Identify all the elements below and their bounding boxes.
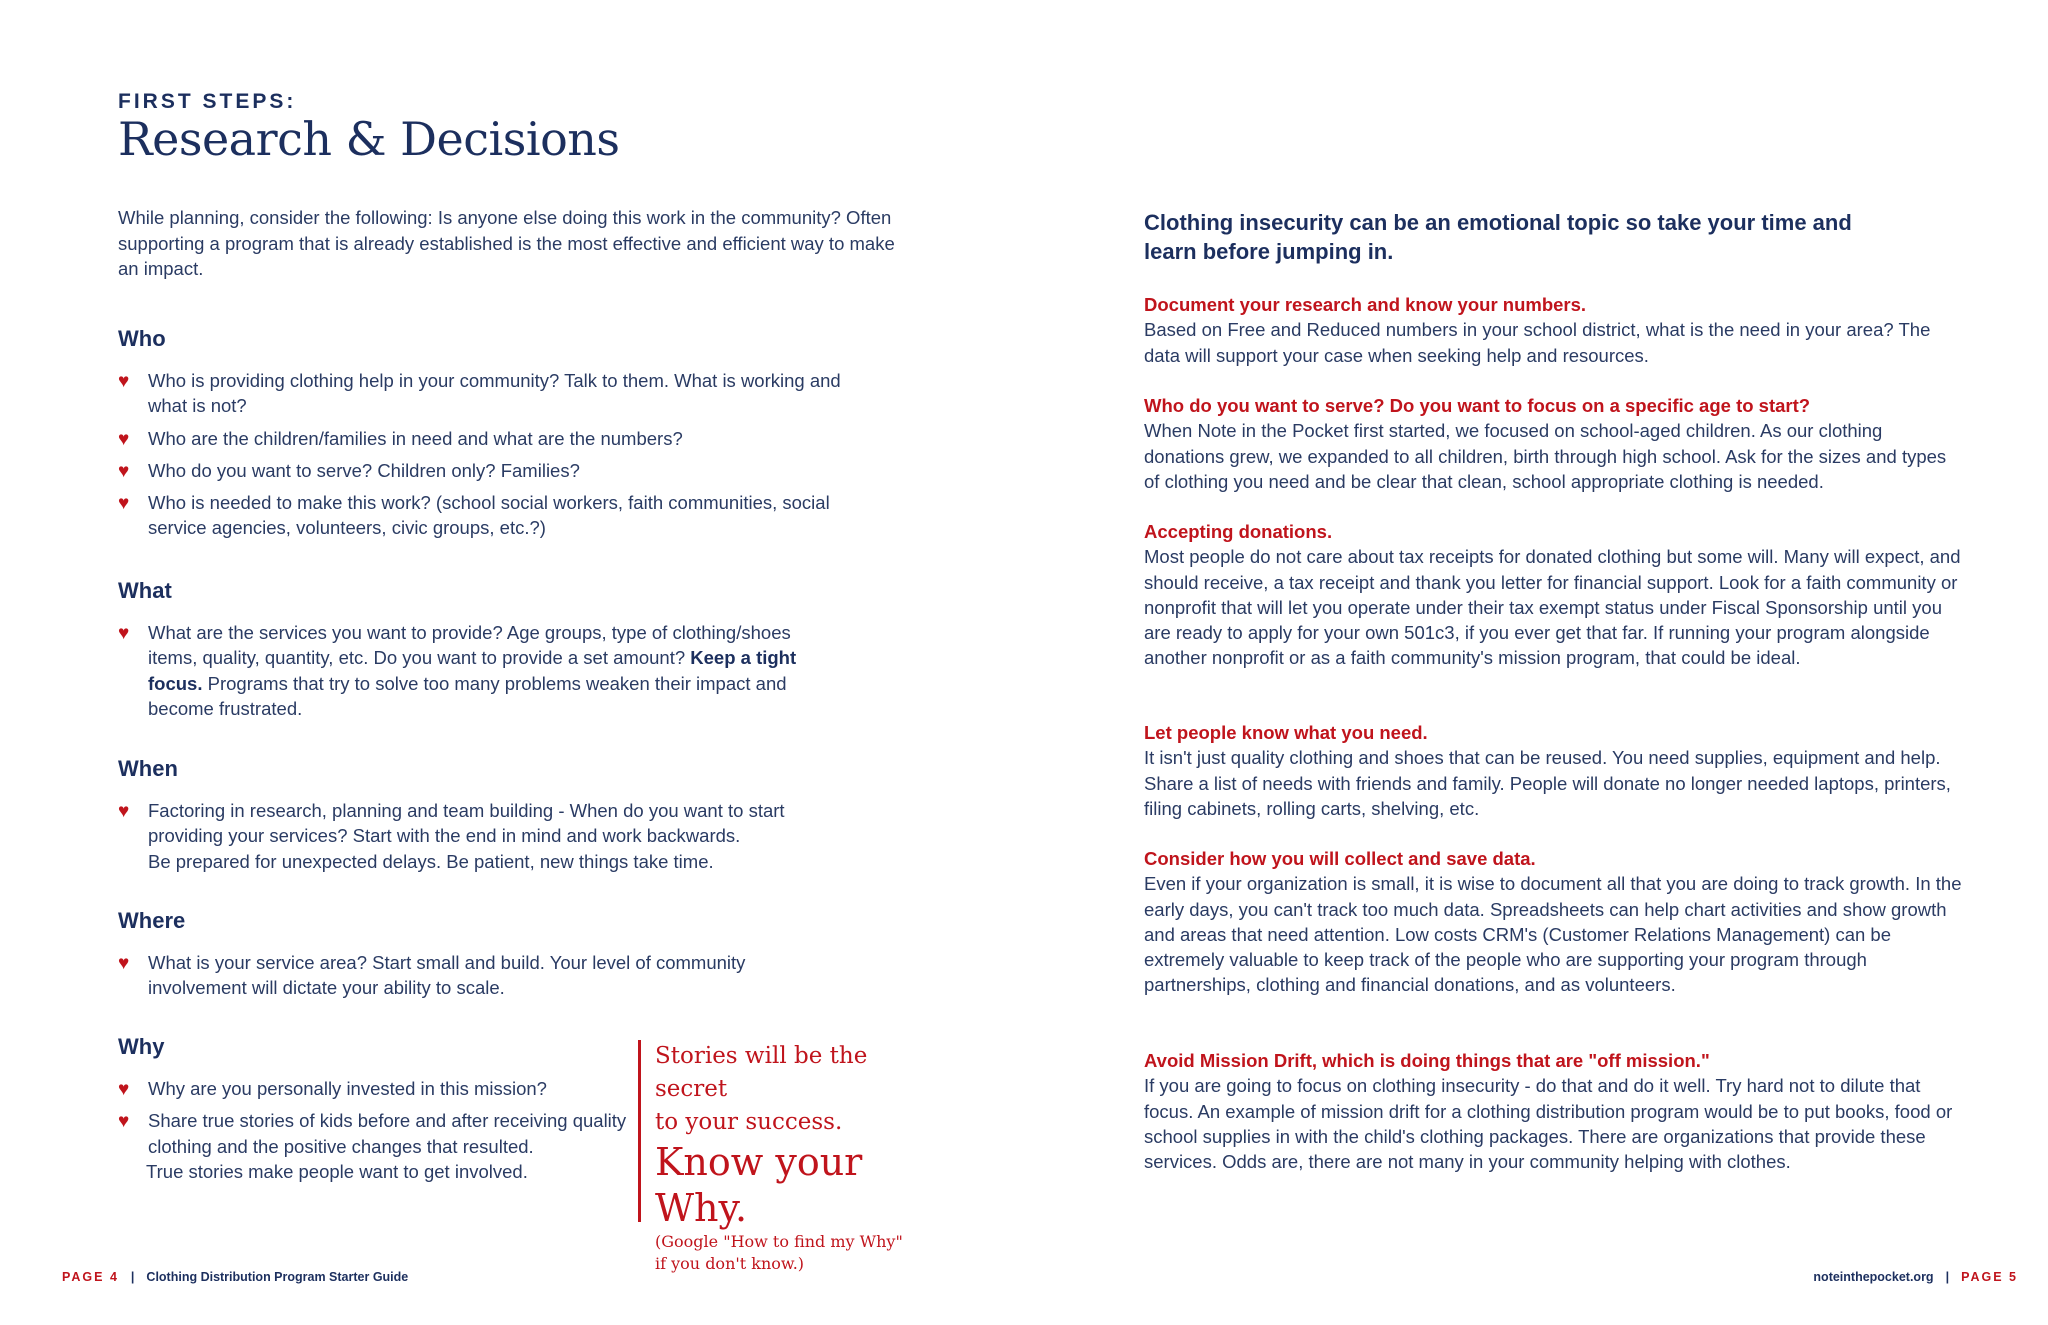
lead-statement: Clothing insecurity can be an emotional topic so take your time and learn before jumping in. (1144, 210, 1852, 264)
heart-icon: ♥ (118, 428, 130, 450)
block-donations: Accepting donations. Most people do not care about tax receipts for donated clothing but some will. Many will expect, and should receive, a tax receipt and thank you letter for financial support. Look for a faith community or nonprofit that will let you operate under their tax exempt status under Fiscal Sponsorship until you are ready to apply for your own 501c3, if you ever get that far. If running your program alongside another nonprofit or as a faith community's mission program, that could be ideal. (1144, 521, 1961, 669)
list-item: ♥ Who do you want to serve? Children only? Families? (118, 458, 858, 483)
list-item: ♥ Share true stories of kids before and after receiving quality clothing and the positive changes that resulted. (118, 1110, 627, 1157)
footer-left: PAGE 4 | Clothing Distribution Program Starter Guide (62, 1270, 409, 1284)
heart-icon: ♥ (118, 801, 130, 822)
footer-right: noteinthepocket.org | PAGE 5 (1813, 1270, 2018, 1284)
block-who-serve: Who do you want to serve? Do you want to focus on a specific age to start? When Note in the Pocket first started, we focused on school-aged children. As our clothing donations grew, we expanded to all children, birth through high school. Ask for the sizes and types of clothing you need and be clear that clean, school appropriate clothing is needed. (1144, 395, 1947, 492)
list-item: ♥ Factoring in research, planning and team building - When do you want to start providing your services? Start with the end in mind and work backwards. Be prepared for unexpected delays. Be patient, new things take time. (118, 800, 785, 872)
list-item: ♥ What is your service area? Start small and build. Your level of community involvement will dictate your ability to scale. (118, 952, 746, 999)
heart-icon: ♥ (118, 1079, 130, 1100)
list-item: ♥ Who are the children/families in need and what are the numbers? (118, 426, 858, 451)
intro-paragraph: While planning, consider the following: Is anyone else doing this work in the community? Often supporting a program that is already established is the most effective and efficient way to make an impact. (118, 207, 895, 279)
list-item: ♥ Who is providing clothing help in your community? Talk to them. What is working and what is not? (118, 370, 841, 417)
heart-icon: ♥ (118, 953, 130, 974)
list-item: ♥ Why are you personally invested in this mission? (118, 1076, 628, 1101)
heart-icon: ♥ (118, 371, 130, 392)
where-list (118, 950, 808, 1008)
heading-who: Who (118, 326, 166, 351)
block-needs: Let people know what you need. It isn't just quality clothing and shoes that can be reused. You need supplies, equipment and help. Share a list of needs with friends and family. People will donate no longer needed laptops, printers, filing cabinets, rolling carts, shelving, etc. (1144, 722, 1951, 819)
when-list (118, 798, 848, 881)
heart-icon: ♥ (118, 1111, 130, 1133)
block-mission-drift: Avoid Mission Drift, which is doing things that are "off mission." If you are going to focus on clothing insecurity - do that and do it well. Try hard not to dilute that focus. An example of mission drift for a clothing distribution program would be to put books, food or school supplies in with the child's clothing packages. There are organizations that provide these services. Odds are, there are not many in your community helping with clothes. (1144, 1050, 1953, 1173)
block-data: Consider how you will collect and save data. Even if your organization is small, it is wise to document all that you are doing to track growth. In the early days, you can't track too much data. Spreadsheets can help chart activities and show growth and areas that need attention. Low costs CRM's (Customer Relations Management) can be extremely valuable to keep track of the people who are supporting your program through partnerships, clothing and financial donations, and as volunteers. (1144, 848, 1962, 996)
site-link[interactable]: noteinthepocket.org (1813, 1270, 1934, 1284)
heart-icon: ♥ (118, 493, 130, 515)
heart-icon: ♥ (118, 623, 130, 644)
heart-icon: ♥ (118, 460, 130, 482)
list-item: ♥ Who is needed to make this work? (school social workers, faith communities, social service agencies, volunteers, civic groups, etc.?) (118, 492, 830, 539)
heading-where: Where (118, 908, 186, 933)
eyebrow: FIRST STEPS: (118, 90, 297, 113)
block-research: Document your research and know your numbers. Based on Free and Reduced numbers in your school district, what is the need in your area? The data will support your case when seeking help and resources. (1144, 294, 1931, 366)
why-list (118, 1076, 628, 1191)
know-your-why-callout: Stories will be the secret to your success. Know your Why. (Google "How to find my Why" if you don't know.) (638, 1040, 928, 1222)
right-page (1024, 0, 2048, 1325)
what-list (118, 620, 838, 728)
heading-when: When (118, 756, 178, 781)
who-list (118, 368, 858, 548)
heading-why: Why (118, 1034, 165, 1059)
heading-what: What (118, 578, 172, 603)
list-item: ♥ What are the services you want to provide? Age groups, type of clothing/shoes items, quality, quantity, etc. Do you want to provide a set amount? Keep a tight focus. Programs that try to solve too many problems weaken their impact and become frustrated. (118, 622, 797, 719)
list-item: True stories make people want to get involved. (146, 1160, 528, 1182)
page-title: Research & Decisions (118, 112, 620, 166)
